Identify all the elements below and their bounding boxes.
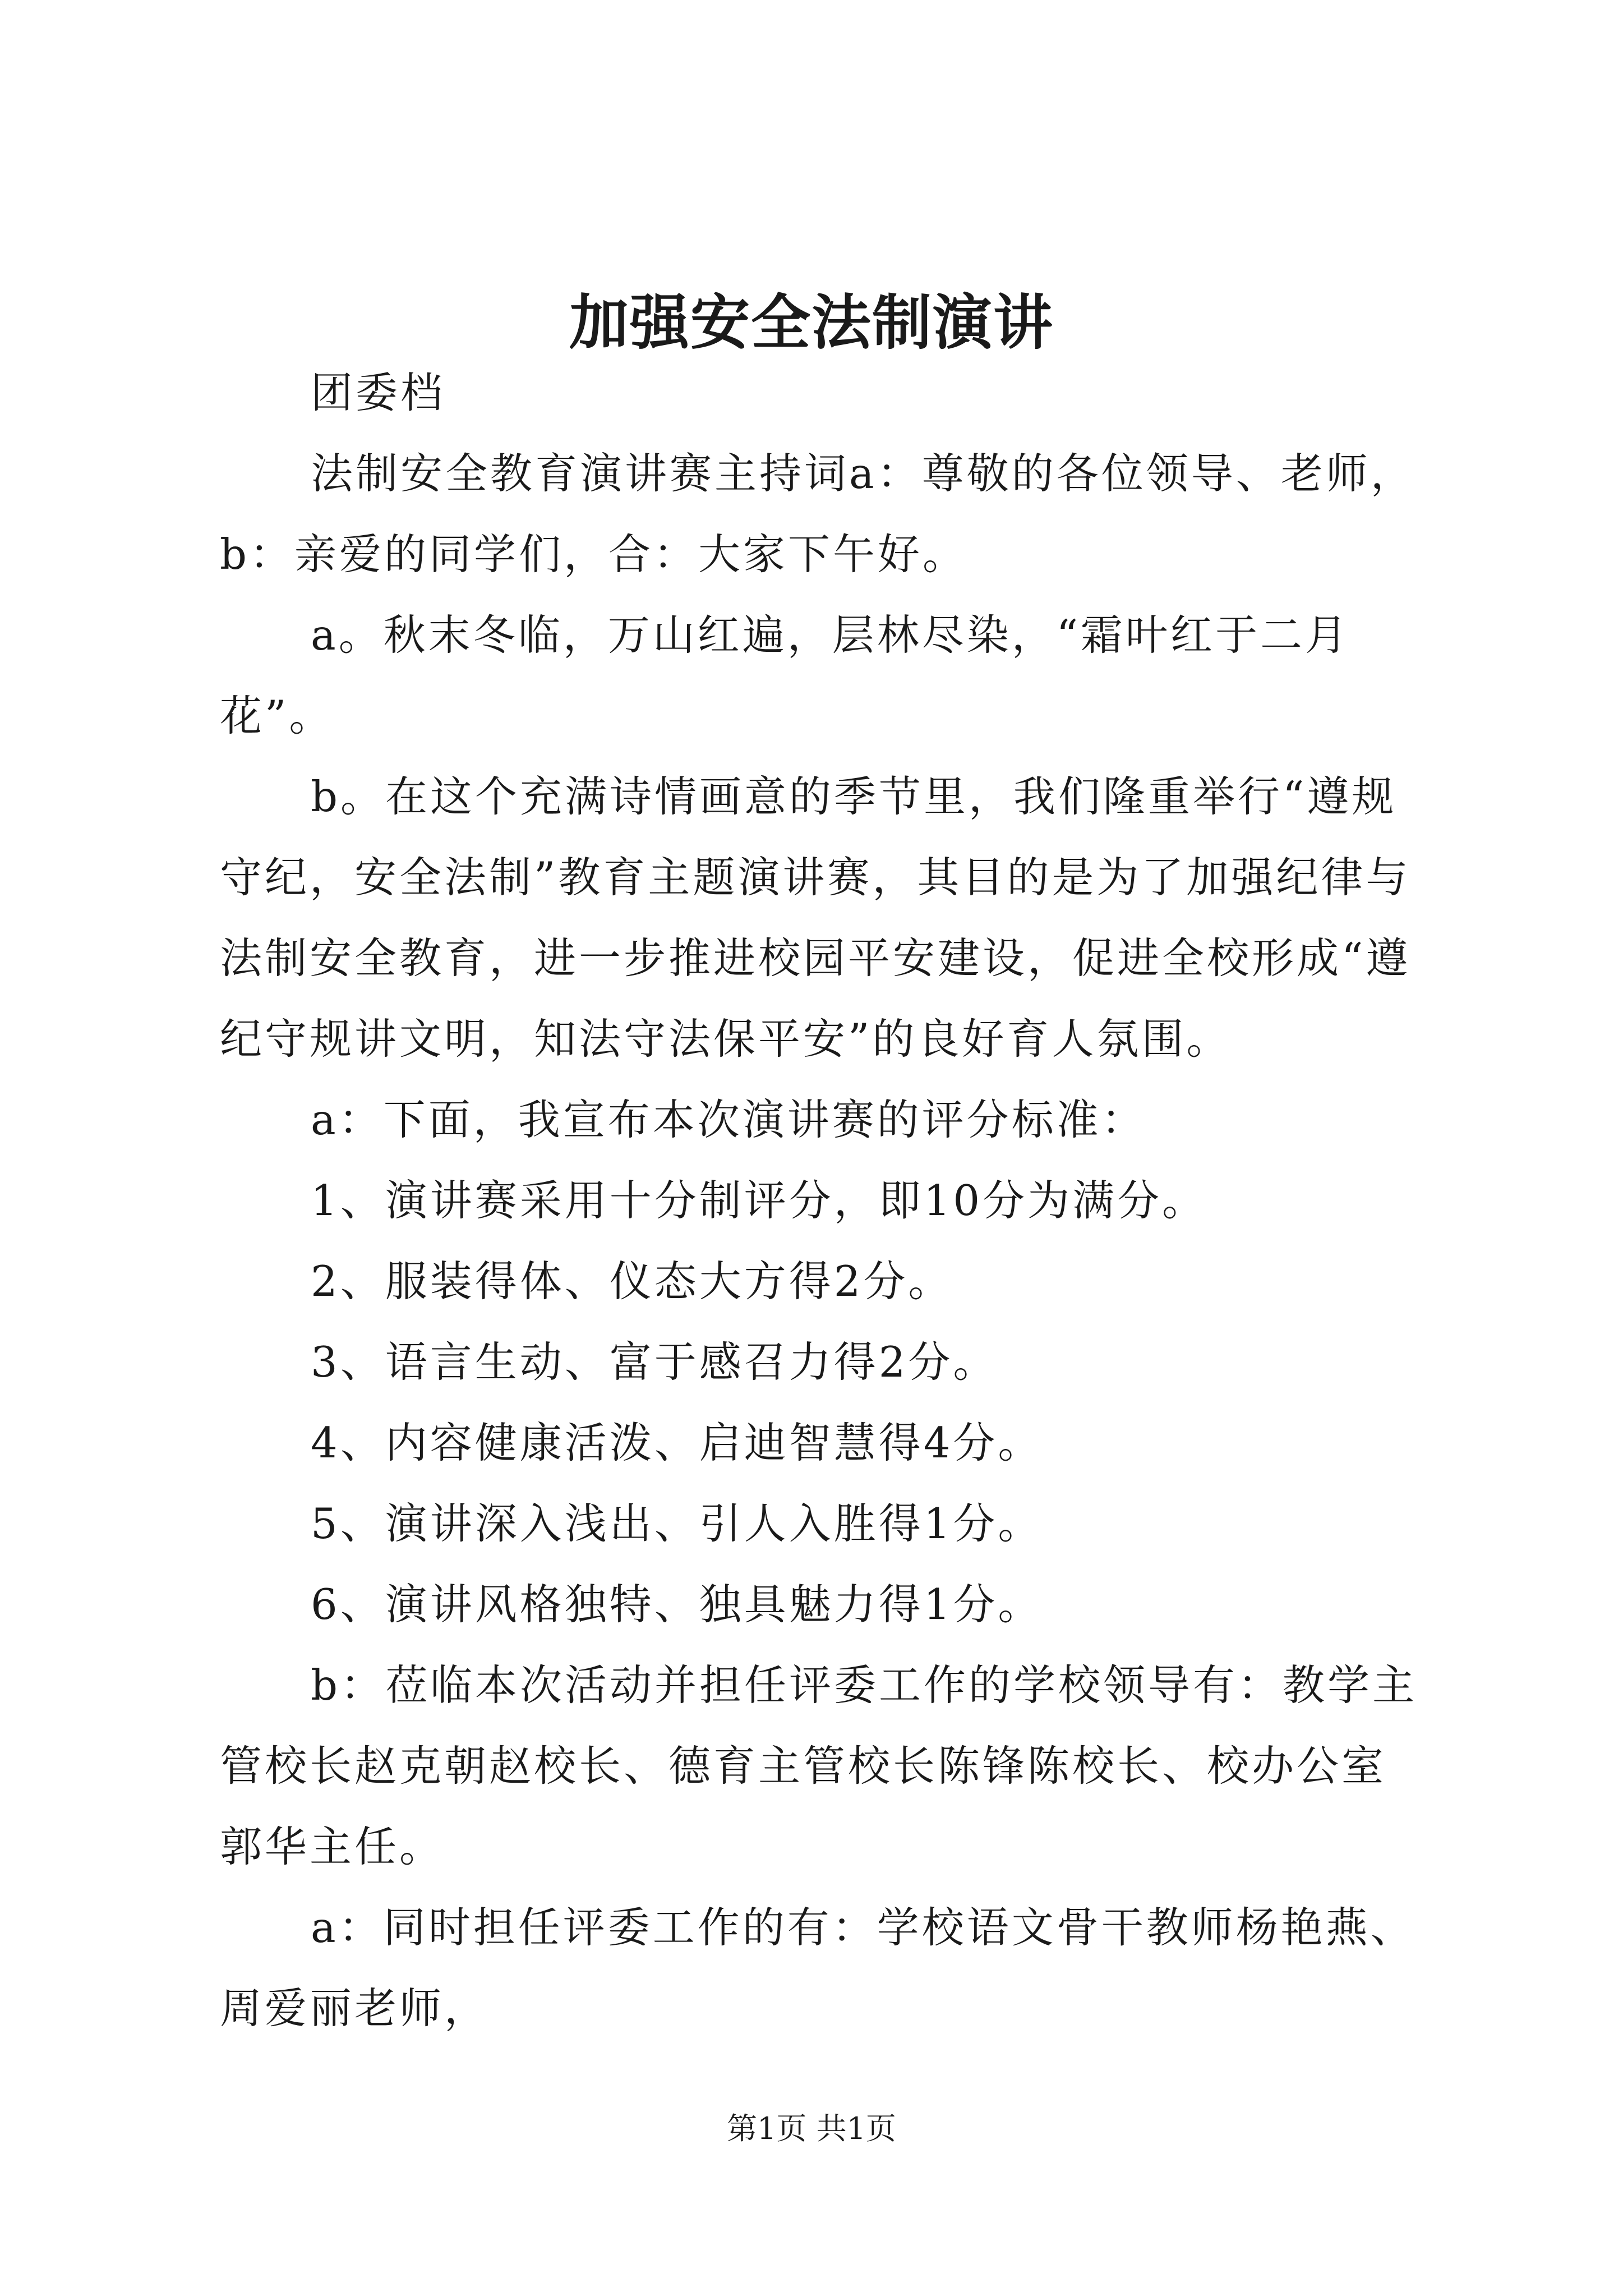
scoring-item-5: 5、演讲深入浅出、引人入胜得1分。 [311, 1499, 1043, 1548]
paragraph-b-purpose: b。在这个充满诗情画意的季节里，我们隆重举行“遵规守纪，安全法制”教育主题演讲赛，其目的是为了加强纪律与法制安全教育，进一步推进校园平安建设，促进全校形成“遵纪守规讲文明，知法守法保平安”的良好育人氛围。 [220, 772, 1411, 1064]
scoring-item-1: 1、演讲赛采用十分制评分，即10分为满分。 [311, 1176, 1207, 1225]
paragraph-scoring-intro: a：下面，我宣布本次演讲赛的评分标准： [311, 1095, 1146, 1144]
document-title: 加强安全法制演讲 [569, 287, 1054, 357]
paragraph-opening: 法制安全教育演讲赛主持词a：尊敬的各位领导、老师，b：亲爱的同学们，合：大家下午好。 [220, 449, 1415, 579]
scoring-item-4: 4、内容健康活泼、启迪智慧得4分。 [311, 1418, 1043, 1467]
paragraph-judges-teachers: a：同时担任评委工作的有：学校语文骨干教师杨艳燕、周爱丽老师， [220, 1903, 1415, 2033]
scoring-item-3: 3、语言生动、富于感召力得2分。 [311, 1337, 998, 1387]
document-body [220, 352, 1426, 2049]
paragraph-author: 团委档 [311, 368, 446, 417]
scoring-item-6: 6、演讲风格独特、独具魅力得1分。 [311, 1580, 1043, 1629]
scoring-item-2: 2、服装得体、仪态大方得2分。 [311, 1257, 953, 1306]
paragraph-a-autumn: a。秋末冬临，万山红遍，层林尽染，“霜叶红于二月花”。 [220, 610, 1350, 740]
page-footer: 第1页 共1页 [727, 2111, 896, 2146]
paragraph-judges-leaders: b：莅临本次活动并担任评委工作的学校领导有：教学主管校长赵克朝赵校长、德育主管校长陈锋陈校长、校办公室郭华主任。 [220, 1660, 1418, 1871]
